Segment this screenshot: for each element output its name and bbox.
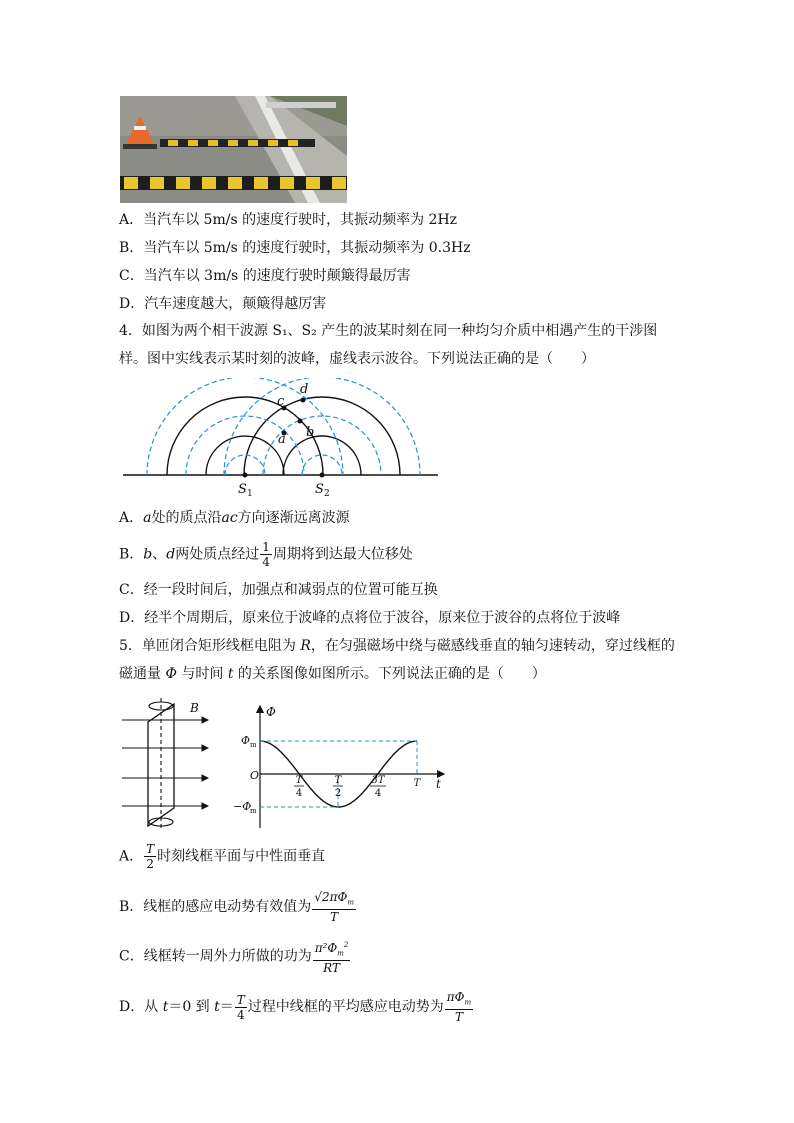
coil-field-figure: [118, 698, 218, 830]
interference-figure: [118, 378, 448, 500]
y-axis-label: Φ: [266, 705, 276, 719]
fraction-avg-emf: $\frac{\pi\Phi_m}{T}$: [446, 990, 472, 1025]
svg-text:m: m: [250, 741, 257, 749]
fraction-t-over-2: $\frac{T}{2}$: [146, 842, 155, 871]
neg-phim-label: −Φ: [233, 800, 252, 813]
phim-label: Φ: [241, 734, 251, 747]
point-a-label: a: [278, 432, 286, 447]
fraction-work: $\frac{\pi^2\Phi_m^2}{RT}$: [313, 938, 351, 975]
origin-label: O: [250, 769, 260, 782]
q4-stem-line1: 4．如图为两个相干波源 S₁、S₂ 产生的波某时刻在同一种均匀介质中相遇产生的干涉图: [119, 323, 658, 339]
q3-option-a: A．当汽车以 5m/s 的速度行驶时，其振动频率为 2Hz: [119, 212, 458, 228]
q5-option-b: B．线框的感应电动势有效值为 $\frac{√2\pi\Phi_m}{T}$: [119, 890, 354, 925]
svg-text:4: 4: [295, 788, 303, 799]
q4-stem-line2: 样。图中实线表示某时刻的波峰，虚线表示波谷。下列说法正确的是（ ）: [119, 351, 595, 367]
source-s2-subscript: 2: [324, 489, 330, 499]
tick-t2-num: T: [334, 775, 342, 786]
q5-option-a: A． $\frac{T}{2}$ 时刻线框平面与中性面垂直: [119, 842, 326, 871]
flux-time-graph: [232, 700, 447, 830]
point-c-label: c: [277, 394, 285, 409]
q4-option-b: B．b、d两处质点经过 $\frac{1}{4}$ 周期将到达最大位移处: [119, 540, 413, 569]
tick-t-label: T: [413, 778, 421, 789]
svg-text:m: m: [250, 807, 257, 815]
fraction-one-quarter: $\frac{1}{4}$: [262, 540, 270, 569]
q5-stem-line1: 5．单匝闭合矩形线框电阻为 R，在匀强磁场中绕与磁感线垂直的轴匀速转动，穿过线框的: [119, 638, 675, 654]
q3-option-c: C．当汽车以 3m/s 的速度行驶时颠簸得最厉害: [119, 268, 411, 284]
source-s2-label: S: [315, 482, 324, 497]
q4-option-a: A．a处的质点沿ac方向逐渐远离波源: [119, 510, 350, 526]
q4-option-c: C．经一段时间后，加强点和减弱点的位置可能互换: [119, 582, 438, 598]
svg-text:2: 2: [334, 788, 342, 799]
q5-option-c: C．线框转一周外力所做的功为 $\frac{\pi^2\Phi_m^2}{RT}$: [119, 938, 351, 974]
q4-option-d: D．经半个周期后，原来位于波峰的点将位于波谷，原来位于波谷的点将位于波峰: [119, 610, 621, 626]
source-s1-label: S: [238, 482, 247, 497]
field-b-label: B: [190, 701, 199, 715]
speed-bump-photo: [120, 96, 347, 203]
point-d-label: d: [300, 382, 309, 397]
q5-stem-line2: 磁通量 Φ 与时间 t 的关系图像如图所示。下列说法正确的是（ ）: [119, 666, 546, 682]
source-s1-subscript: 1: [247, 489, 253, 499]
point-b-label: b: [306, 425, 315, 440]
tick-t4-num: T: [295, 775, 303, 786]
fraction-emf-rms: $\frac{√2\pi\Phi_m}{T}$: [314, 890, 354, 925]
q3-option-b: B．当汽车以 5m/s 的速度行驶时，其振动频率为 0.3Hz: [119, 240, 471, 256]
fraction-t-over-4: $\frac{T}{4}$: [236, 992, 245, 1022]
q3-option-d: D．汽车速度越大，颠簸得越厉害: [119, 296, 327, 312]
x-axis-label: t: [436, 777, 441, 791]
tick-3t4-num: 3T: [371, 775, 385, 786]
svg-text:4: 4: [374, 788, 382, 799]
q5-option-d: D．从 t＝0 到 t＝ $\frac{T}{4}$ 过程中线框的平均感应电动势为 $\frac{\pi\Phi_m}{T}$: [119, 990, 472, 1025]
